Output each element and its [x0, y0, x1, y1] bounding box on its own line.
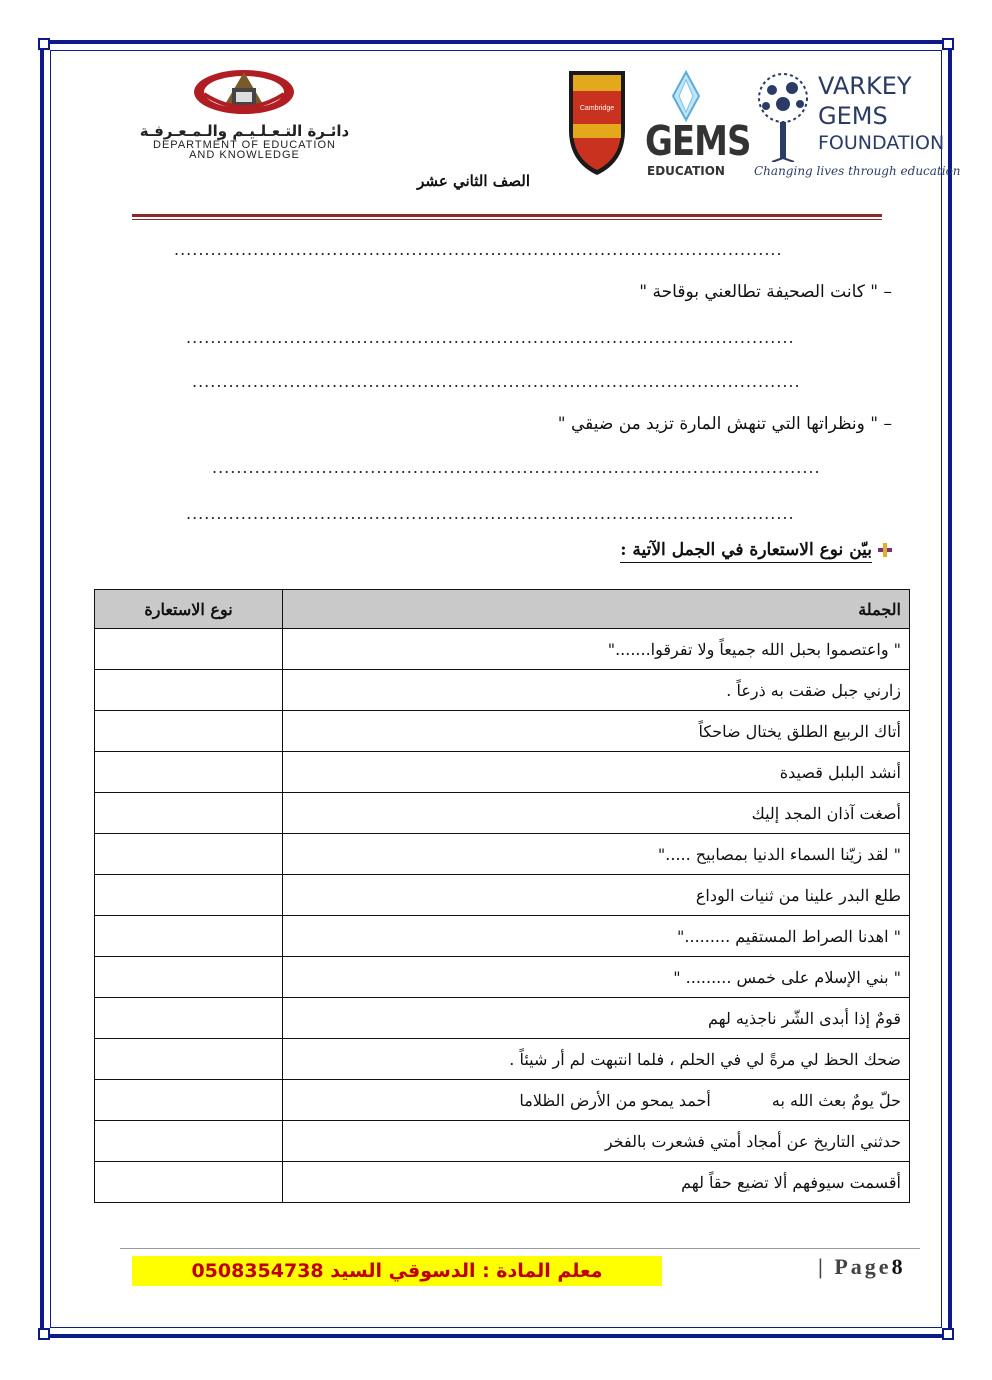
table-row: [95, 1039, 910, 1080]
table-row: [95, 1121, 910, 1162]
table-row: [95, 916, 910, 957]
header-metaphor-type: نوع الاستعارة: [95, 590, 283, 629]
doe-english-line1: DEPARTMENT OF EDUCATION: [153, 139, 336, 151]
sentence-cell: ضحك الحظ لي مرةً لي في الحلم ، فلما انتبهت لم أر شيئاً .: [283, 1039, 910, 1080]
falcon-emblem-icon: [92, 64, 397, 124]
frame-corner-bottom-right: [942, 1328, 954, 1340]
sentence-cell: أصغت آذان المجد إليك: [283, 793, 910, 834]
page-label: | Page: [818, 1254, 892, 1279]
table-row: [95, 1162, 910, 1203]
table-row: [95, 711, 910, 752]
quote-2: – " ونظراتها التي تنهش المارة تزيد من ضيقي ": [557, 414, 892, 434]
table-header-row: [95, 590, 910, 629]
table-row: [95, 1080, 910, 1121]
grade-title: الصف الثاني عشر: [417, 172, 530, 190]
sentence-cell: طلع البدر علينا من ثنيات الوداع: [283, 875, 910, 916]
table-row: [95, 998, 910, 1039]
sentence-cell: أنشد البلبل قصيدة: [283, 752, 910, 793]
header-rule-thin: [132, 219, 882, 220]
answer-cell[interactable]: [95, 1080, 283, 1121]
header-sentence: الجملة: [283, 590, 910, 629]
sentence-cell: أقسمت سيوفهم ألا تضيع حقاً لهم: [283, 1162, 910, 1203]
gems-wordmark: GEMS: [645, 118, 751, 166]
answer-cell[interactable]: [95, 752, 283, 793]
doe-english-name: [92, 140, 397, 160]
table-row: [95, 834, 910, 875]
instruction: [620, 540, 892, 560]
doe-arabic-name: دائـرة التـعـلـيـم والـمـعـرفـة: [139, 122, 350, 140]
answer-cell[interactable]: [95, 711, 283, 752]
sentence-cell: " اهدنا الصراط المستقيم .........": [283, 916, 910, 957]
page-number: [818, 1254, 903, 1280]
answer-line-4: ....................................................................................................: [212, 458, 821, 477]
diamond-icon: [645, 70, 727, 124]
teacher-credit: معلم المادة : الدسوقي السيد 0508354738: [132, 1256, 662, 1286]
sentence-cell: زارني جبل ضقت به ذرعاً .: [283, 670, 910, 711]
answer-line-1: ....................................................................................................: [174, 240, 783, 259]
frame-corner-bottom-left: [38, 1328, 50, 1340]
footer-rule: [120, 1248, 920, 1249]
varkey-line3: FOUNDATION: [818, 132, 945, 154]
page-number-value: 8: [891, 1254, 903, 1279]
bullet-icon: [878, 543, 892, 557]
cambridge-shield-icon: [568, 70, 626, 176]
sentence-cell: قومٌ إذا أبدى الشّر ناجذيه لهم: [283, 998, 910, 1039]
table-row: [95, 629, 910, 670]
doe-english-line2: AND KNOWLEDGE: [189, 149, 300, 161]
metaphor-table: [94, 589, 910, 1203]
cambridge-label: Cambridge: [579, 105, 615, 112]
gems-education-label: EDUCATION: [647, 164, 725, 178]
doe-logo: [92, 64, 397, 164]
sentence-cell: حلّ يومٌ بعث الله به أحمد يمحو من الأرض الظلاما: [283, 1080, 910, 1121]
sentence-cell: أتاك الربيع الطلق يختال ضاحكاً: [283, 711, 910, 752]
table-row: [95, 793, 910, 834]
answer-cell[interactable]: [95, 957, 283, 998]
answer-line-5: ....................................................................................................: [186, 504, 795, 523]
answer-cell[interactable]: [95, 793, 283, 834]
frame-corner-top-right: [942, 38, 954, 50]
cambridge-logo: [568, 70, 626, 176]
answer-cell[interactable]: [95, 1121, 283, 1162]
answer-line-3: ....................................................................................................: [192, 372, 801, 391]
varkey-tagline: Changing lives through education: [754, 164, 961, 178]
tree-icon: [752, 70, 816, 162]
varkey-foundation-logo: [752, 70, 961, 186]
header-rule: [132, 214, 882, 217]
varkey-line1: VARKEY: [818, 72, 912, 100]
sentence-cell: " واعتصموا بحبل الله جميعاً ولا تفرقوا.......": [283, 629, 910, 670]
sentence-cell: " بني الإسلام على خمس ......... ": [283, 957, 910, 998]
table-row: [95, 957, 910, 998]
varkey-line2: GEMS: [818, 102, 888, 130]
answer-cell[interactable]: [95, 670, 283, 711]
answer-cell[interactable]: [95, 916, 283, 957]
table-row: [95, 752, 910, 793]
table-row: [95, 670, 910, 711]
answer-line-2: ....................................................................................................: [186, 328, 795, 347]
instruction-text: بيّن نوع الاستعارة في الجمل الآتية :: [620, 540, 872, 563]
gems-education-logo: [645, 70, 751, 182]
answer-cell[interactable]: [95, 1039, 283, 1080]
answer-cell[interactable]: [95, 875, 283, 916]
sentence-cell: حدثني التاريخ عن أمجاد أمتي فشعرت بالفخر: [283, 1121, 910, 1162]
quote-1: – " كانت الصحيفة تطالعني بوقاحة ": [639, 282, 892, 302]
answer-cell[interactable]: [95, 834, 283, 875]
frame-corner-top-left: [38, 38, 50, 50]
answer-cell[interactable]: [95, 998, 283, 1039]
answer-cell[interactable]: [95, 629, 283, 670]
sentence-cell: " لقد زيّنا السماء الدنيا بمصابيح .....": [283, 834, 910, 875]
table-row: [95, 875, 910, 916]
answer-cell[interactable]: [95, 1162, 283, 1203]
